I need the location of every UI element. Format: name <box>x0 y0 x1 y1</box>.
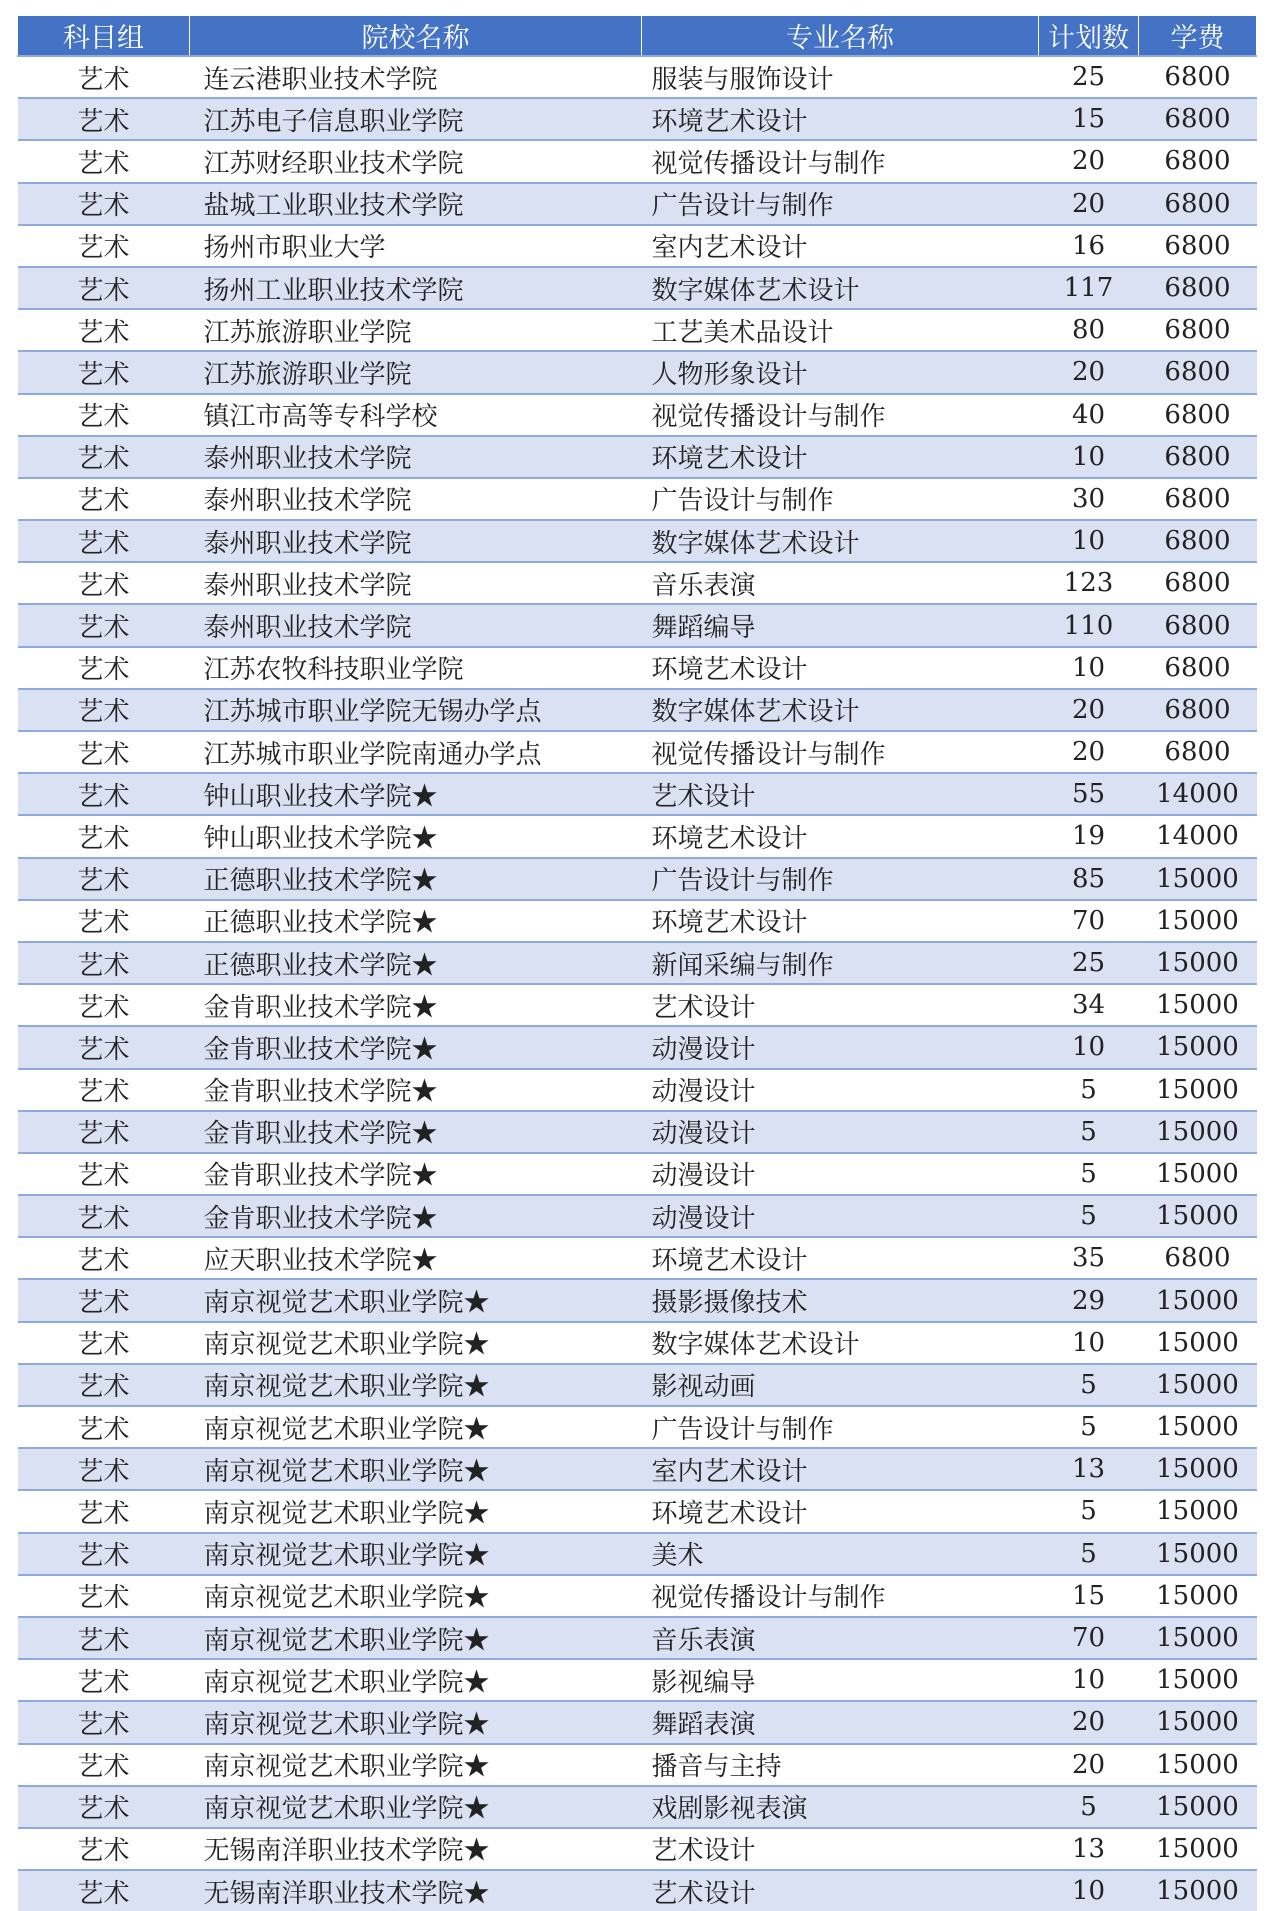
cell-group: 艺术 <box>18 1533 190 1575</box>
cell-fee: 15000 <box>1139 1153 1257 1195</box>
table-row <box>18 815 1257 857</box>
cell-major: 数字媒体艺术设计 <box>642 267 1039 309</box>
cell-major: 动漫设计 <box>642 1195 1039 1237</box>
table-row <box>18 1617 1257 1659</box>
table-row <box>18 731 1257 773</box>
table-row <box>18 1533 1257 1575</box>
cell-school: 金肯职业技术学院★ <box>190 984 642 1026</box>
cell-fee: 15000 <box>1139 1828 1257 1870</box>
cell-school: 连云港职业技术学院 <box>190 56 642 98</box>
cell-plan: 20 <box>1039 351 1139 393</box>
table-row <box>18 394 1257 436</box>
cell-major: 动漫设计 <box>642 1111 1039 1153</box>
cell-major: 广告设计与制作 <box>642 1406 1039 1448</box>
cell-plan: 30 <box>1039 478 1139 520</box>
header-plan: 计划数 <box>1039 16 1139 57</box>
cell-plan: 55 <box>1039 773 1139 815</box>
cell-group: 艺术 <box>18 351 190 393</box>
table-row <box>18 1026 1257 1068</box>
cell-fee: 15000 <box>1139 1448 1257 1490</box>
cell-plan: 25 <box>1039 56 1139 98</box>
admission-plan-table-container <box>17 15 1256 1911</box>
cell-plan: 5 <box>1039 1786 1139 1828</box>
cell-fee: 6800 <box>1139 183 1257 225</box>
cell-major: 环境艺术设计 <box>642 1490 1039 1532</box>
cell-group: 艺术 <box>18 520 190 562</box>
cell-group: 艺术 <box>18 478 190 520</box>
cell-major: 摄影摄像技术 <box>642 1279 1039 1321</box>
cell-group: 艺术 <box>18 140 190 182</box>
cell-plan: 10 <box>1039 1026 1139 1068</box>
table-header-row <box>18 16 1257 57</box>
cell-major: 美术 <box>642 1533 1039 1575</box>
cell-major: 视觉传播设计与制作 <box>642 140 1039 182</box>
cell-plan: 5 <box>1039 1153 1139 1195</box>
cell-major: 数字媒体艺术设计 <box>642 689 1039 731</box>
table-row <box>18 56 1257 98</box>
cell-group: 艺术 <box>18 647 190 689</box>
cell-fee: 15000 <box>1139 1406 1257 1448</box>
cell-plan: 5 <box>1039 1490 1139 1532</box>
cell-fee: 14000 <box>1139 815 1257 857</box>
cell-school: 南京视觉艺术职业学院★ <box>190 1279 642 1321</box>
cell-plan: 20 <box>1039 1701 1139 1743</box>
cell-major: 影视编导 <box>642 1659 1039 1701</box>
cell-major: 艺术设计 <box>642 1828 1039 1870</box>
cell-school: 南京视觉艺术职业学院★ <box>190 1744 642 1786</box>
cell-fee: 6800 <box>1139 647 1257 689</box>
cell-fee: 15000 <box>1139 1744 1257 1786</box>
admission-plan-table <box>17 15 1257 1911</box>
cell-major: 艺术设计 <box>642 773 1039 815</box>
cell-school: 钟山职业技术学院★ <box>190 773 642 815</box>
cell-fee: 6800 <box>1139 604 1257 646</box>
cell-group: 艺术 <box>18 1279 190 1321</box>
cell-group: 艺术 <box>18 56 190 98</box>
cell-fee: 15000 <box>1139 1870 1257 1911</box>
table-row <box>18 1490 1257 1532</box>
cell-group: 艺术 <box>18 1237 190 1279</box>
cell-group: 艺术 <box>18 858 190 900</box>
cell-plan: 15 <box>1039 1575 1139 1617</box>
table-row <box>18 1786 1257 1828</box>
table-body <box>18 56 1257 1911</box>
cell-fee: 15000 <box>1139 1069 1257 1111</box>
cell-group: 艺术 <box>18 604 190 646</box>
cell-fee: 6800 <box>1139 436 1257 478</box>
cell-fee: 15000 <box>1139 1364 1257 1406</box>
cell-plan: 19 <box>1039 815 1139 857</box>
cell-major: 广告设计与制作 <box>642 478 1039 520</box>
table-row <box>18 1153 1257 1195</box>
cell-school: 镇江市高等专科学校 <box>190 394 642 436</box>
cell-major: 室内艺术设计 <box>642 1448 1039 1490</box>
cell-school: 南京视觉艺术职业学院★ <box>190 1364 642 1406</box>
table-row <box>18 436 1257 478</box>
cell-major: 艺术设计 <box>642 1870 1039 1911</box>
cell-plan: 40 <box>1039 394 1139 436</box>
table-row <box>18 942 1257 984</box>
cell-fee: 6800 <box>1139 56 1257 98</box>
cell-school: 应天职业技术学院★ <box>190 1237 642 1279</box>
table-row <box>18 351 1257 393</box>
cell-major: 数字媒体艺术设计 <box>642 520 1039 562</box>
cell-group: 艺术 <box>18 1153 190 1195</box>
table-row <box>18 183 1257 225</box>
cell-fee: 15000 <box>1139 1111 1257 1153</box>
table-row <box>18 1448 1257 1490</box>
cell-major: 人物形象设计 <box>642 351 1039 393</box>
cell-major: 服装与服饰设计 <box>642 56 1039 98</box>
cell-plan: 5 <box>1039 1195 1139 1237</box>
cell-group: 艺术 <box>18 984 190 1026</box>
cell-fee: 6800 <box>1139 225 1257 267</box>
cell-group: 艺术 <box>18 942 190 984</box>
cell-fee: 6800 <box>1139 267 1257 309</box>
cell-group: 艺术 <box>18 1406 190 1448</box>
header-major: 专业名称 <box>642 16 1039 57</box>
cell-fee: 6800 <box>1139 1237 1257 1279</box>
cell-plan: 70 <box>1039 1617 1139 1659</box>
cell-plan: 10 <box>1039 1322 1139 1364</box>
cell-major: 新闻采编与制作 <box>642 942 1039 984</box>
cell-plan: 13 <box>1039 1448 1139 1490</box>
cell-school: 江苏财经职业技术学院 <box>190 140 642 182</box>
cell-fee: 15000 <box>1139 1701 1257 1743</box>
cell-school: 南京视觉艺术职业学院★ <box>190 1448 642 1490</box>
cell-fee: 6800 <box>1139 731 1257 773</box>
cell-group: 艺术 <box>18 1575 190 1617</box>
cell-major: 环境艺术设计 <box>642 647 1039 689</box>
cell-school: 江苏电子信息职业学院 <box>190 98 642 140</box>
cell-plan: 20 <box>1039 689 1139 731</box>
cell-school: 泰州职业技术学院 <box>190 604 642 646</box>
cell-fee: 6800 <box>1139 520 1257 562</box>
cell-plan: 70 <box>1039 900 1139 942</box>
cell-school: 南京视觉艺术职业学院★ <box>190 1786 642 1828</box>
cell-major: 动漫设计 <box>642 1069 1039 1111</box>
cell-fee: 6800 <box>1139 689 1257 731</box>
cell-school: 泰州职业技术学院 <box>190 436 642 478</box>
cell-plan: 35 <box>1039 1237 1139 1279</box>
cell-fee: 6800 <box>1139 140 1257 182</box>
header-school: 院校名称 <box>190 16 642 57</box>
cell-group: 艺术 <box>18 689 190 731</box>
cell-plan: 10 <box>1039 520 1139 562</box>
cell-group: 艺术 <box>18 98 190 140</box>
cell-major: 动漫设计 <box>642 1153 1039 1195</box>
cell-plan: 29 <box>1039 1279 1139 1321</box>
table-row <box>18 1237 1257 1279</box>
cell-school: 金肯职业技术学院★ <box>190 1195 642 1237</box>
cell-school: 正德职业技术学院★ <box>190 942 642 984</box>
cell-school: 南京视觉艺术职业学院★ <box>190 1659 642 1701</box>
cell-plan: 20 <box>1039 1744 1139 1786</box>
cell-school: 江苏城市职业学院无锡办学点 <box>190 689 642 731</box>
cell-school: 南京视觉艺术职业学院★ <box>190 1406 642 1448</box>
cell-school: 江苏农牧科技职业学院 <box>190 647 642 689</box>
cell-major: 广告设计与制作 <box>642 858 1039 900</box>
table-row <box>18 604 1257 646</box>
cell-group: 艺术 <box>18 1828 190 1870</box>
cell-group: 艺术 <box>18 1364 190 1406</box>
cell-fee: 6800 <box>1139 394 1257 436</box>
cell-major: 广告设计与制作 <box>642 183 1039 225</box>
cell-major: 动漫设计 <box>642 1026 1039 1068</box>
cell-school: 金肯职业技术学院★ <box>190 1069 642 1111</box>
cell-school: 南京视觉艺术职业学院★ <box>190 1575 642 1617</box>
cell-fee: 6800 <box>1139 309 1257 351</box>
cell-fee: 15000 <box>1139 858 1257 900</box>
table-row <box>18 562 1257 604</box>
cell-group: 艺术 <box>18 1617 190 1659</box>
cell-fee: 15000 <box>1139 1490 1257 1532</box>
cell-fee: 6800 <box>1139 351 1257 393</box>
cell-major: 环境艺术设计 <box>642 98 1039 140</box>
cell-plan: 10 <box>1039 1659 1139 1701</box>
table-row <box>18 1322 1257 1364</box>
cell-school: 江苏旅游职业学院 <box>190 351 642 393</box>
cell-school: 正德职业技术学院★ <box>190 900 642 942</box>
cell-fee: 15000 <box>1139 942 1257 984</box>
cell-major: 环境艺术设计 <box>642 815 1039 857</box>
table-row <box>18 984 1257 1026</box>
cell-plan: 80 <box>1039 309 1139 351</box>
table-row <box>18 478 1257 520</box>
cell-fee: 15000 <box>1139 1786 1257 1828</box>
cell-plan: 20 <box>1039 731 1139 773</box>
cell-major: 舞蹈编导 <box>642 604 1039 646</box>
cell-group: 艺术 <box>18 773 190 815</box>
cell-plan: 123 <box>1039 562 1139 604</box>
table-row <box>18 225 1257 267</box>
cell-major: 数字媒体艺术设计 <box>642 1322 1039 1364</box>
cell-group: 艺术 <box>18 394 190 436</box>
cell-school: 南京视觉艺术职业学院★ <box>190 1617 642 1659</box>
table-row <box>18 689 1257 731</box>
table-row <box>18 1111 1257 1153</box>
cell-group: 艺术 <box>18 309 190 351</box>
cell-group: 艺术 <box>18 1490 190 1532</box>
cell-plan: 10 <box>1039 436 1139 478</box>
cell-group: 艺术 <box>18 731 190 773</box>
cell-group: 艺术 <box>18 1659 190 1701</box>
cell-plan: 15 <box>1039 98 1139 140</box>
cell-major: 戏剧影视表演 <box>642 1786 1039 1828</box>
cell-school: 江苏旅游职业学院 <box>190 309 642 351</box>
cell-group: 艺术 <box>18 1195 190 1237</box>
cell-group: 艺术 <box>18 1026 190 1068</box>
cell-plan: 5 <box>1039 1069 1139 1111</box>
cell-fee: 15000 <box>1139 1617 1257 1659</box>
table-row <box>18 309 1257 351</box>
cell-major: 视觉传播设计与制作 <box>642 1575 1039 1617</box>
cell-group: 艺术 <box>18 267 190 309</box>
table-row <box>18 1575 1257 1617</box>
cell-major: 播音与主持 <box>642 1744 1039 1786</box>
cell-group: 艺术 <box>18 1448 190 1490</box>
cell-group: 艺术 <box>18 1744 190 1786</box>
table-row <box>18 267 1257 309</box>
table-row <box>18 1659 1257 1701</box>
cell-plan: 5 <box>1039 1406 1139 1448</box>
header-group: 科目组 <box>18 16 190 57</box>
cell-plan: 5 <box>1039 1533 1139 1575</box>
cell-fee: 15000 <box>1139 984 1257 1026</box>
cell-group: 艺术 <box>18 815 190 857</box>
cell-school: 正德职业技术学院★ <box>190 858 642 900</box>
table-row <box>18 1701 1257 1743</box>
table-row <box>18 1828 1257 1870</box>
cell-fee: 15000 <box>1139 1659 1257 1701</box>
cell-fee: 15000 <box>1139 900 1257 942</box>
table-row <box>18 1069 1257 1111</box>
cell-group: 艺术 <box>18 225 190 267</box>
cell-major: 舞蹈表演 <box>642 1701 1039 1743</box>
cell-major: 艺术设计 <box>642 984 1039 1026</box>
cell-group: 艺术 <box>18 900 190 942</box>
cell-school: 南京视觉艺术职业学院★ <box>190 1490 642 1532</box>
cell-school: 钟山职业技术学院★ <box>190 815 642 857</box>
cell-plan: 5 <box>1039 1364 1139 1406</box>
cell-school: 南京视觉艺术职业学院★ <box>190 1322 642 1364</box>
table-row <box>18 647 1257 689</box>
cell-school: 无锡南洋职业技术学院★ <box>190 1828 642 1870</box>
cell-school: 扬州工业职业技术学院 <box>190 267 642 309</box>
cell-fee: 14000 <box>1139 773 1257 815</box>
cell-school: 扬州市职业大学 <box>190 225 642 267</box>
cell-fee: 6800 <box>1139 562 1257 604</box>
cell-plan: 10 <box>1039 647 1139 689</box>
cell-plan: 110 <box>1039 604 1139 646</box>
cell-school: 南京视觉艺术职业学院★ <box>190 1533 642 1575</box>
cell-plan: 25 <box>1039 942 1139 984</box>
cell-major: 环境艺术设计 <box>642 900 1039 942</box>
cell-fee: 6800 <box>1139 98 1257 140</box>
cell-group: 艺术 <box>18 1786 190 1828</box>
cell-school: 南京视觉艺术职业学院★ <box>190 1701 642 1743</box>
cell-major: 视觉传播设计与制作 <box>642 731 1039 773</box>
table-row <box>18 520 1257 562</box>
cell-fee: 15000 <box>1139 1533 1257 1575</box>
cell-group: 艺术 <box>18 1701 190 1743</box>
cell-plan: 16 <box>1039 225 1139 267</box>
header-fee: 学费 <box>1139 16 1257 57</box>
cell-school: 盐城工业职业技术学院 <box>190 183 642 225</box>
cell-group: 艺术 <box>18 183 190 225</box>
cell-group: 艺术 <box>18 1870 190 1911</box>
cell-plan: 10 <box>1039 1870 1139 1911</box>
cell-fee: 15000 <box>1139 1026 1257 1068</box>
cell-major: 环境艺术设计 <box>642 436 1039 478</box>
cell-school: 江苏城市职业学院南通办学点 <box>190 731 642 773</box>
cell-major: 影视动画 <box>642 1364 1039 1406</box>
table-row <box>18 773 1257 815</box>
table-row <box>18 98 1257 140</box>
cell-school: 无锡南洋职业技术学院★ <box>190 1870 642 1911</box>
cell-fee: 15000 <box>1139 1195 1257 1237</box>
table-row <box>18 858 1257 900</box>
cell-plan: 34 <box>1039 984 1139 1026</box>
cell-plan: 117 <box>1039 267 1139 309</box>
cell-school: 金肯职业技术学院★ <box>190 1026 642 1068</box>
cell-fee: 6800 <box>1139 478 1257 520</box>
cell-plan: 20 <box>1039 140 1139 182</box>
cell-group: 艺术 <box>18 562 190 604</box>
cell-school: 泰州职业技术学院 <box>190 562 642 604</box>
table-row <box>18 1364 1257 1406</box>
cell-fee: 15000 <box>1139 1279 1257 1321</box>
table-row <box>18 1744 1257 1786</box>
cell-school: 金肯职业技术学院★ <box>190 1111 642 1153</box>
cell-fee: 15000 <box>1139 1322 1257 1364</box>
cell-major: 室内艺术设计 <box>642 225 1039 267</box>
cell-plan: 20 <box>1039 183 1139 225</box>
table-row <box>18 1279 1257 1321</box>
table-row <box>18 1870 1257 1911</box>
cell-group: 艺术 <box>18 1069 190 1111</box>
cell-group: 艺术 <box>18 1322 190 1364</box>
table-row <box>18 1195 1257 1237</box>
cell-major: 视觉传播设计与制作 <box>642 394 1039 436</box>
cell-major: 音乐表演 <box>642 562 1039 604</box>
cell-school: 泰州职业技术学院 <box>190 478 642 520</box>
cell-school: 泰州职业技术学院 <box>190 520 642 562</box>
table-row <box>18 1406 1257 1448</box>
cell-plan: 5 <box>1039 1111 1139 1153</box>
cell-plan: 85 <box>1039 858 1139 900</box>
cell-plan: 13 <box>1039 1828 1139 1870</box>
cell-major: 音乐表演 <box>642 1617 1039 1659</box>
cell-major: 工艺美术品设计 <box>642 309 1039 351</box>
cell-major: 环境艺术设计 <box>642 1237 1039 1279</box>
cell-fee: 15000 <box>1139 1575 1257 1617</box>
table-row <box>18 140 1257 182</box>
table-row <box>18 900 1257 942</box>
cell-school: 金肯职业技术学院★ <box>190 1153 642 1195</box>
cell-group: 艺术 <box>18 436 190 478</box>
cell-group: 艺术 <box>18 1111 190 1153</box>
